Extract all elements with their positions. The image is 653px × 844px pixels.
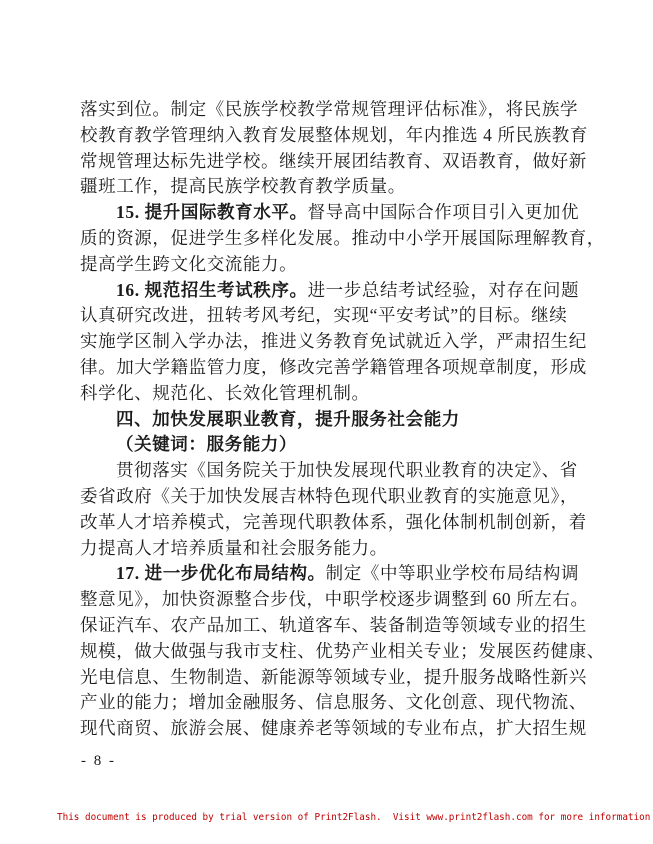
text-line [80, 226, 605, 252]
text-line [80, 587, 589, 613]
keyword-line [80, 432, 578, 458]
print2flash-trial-watermark: This document is produced by trial version of Print2Flash. Visit www.print2flash.com for more information [57, 812, 651, 823]
text-run: 制定《中等职业学校布局结构调 [325, 563, 580, 584]
text-line [80, 458, 578, 484]
text-line [80, 252, 578, 278]
text-run: 校教育教学管理纳入教育发展整体规划，年内推选 4 所民族教育 [80, 124, 588, 145]
text-run: 整意见》，加快资源整合步伐，中职学校逐步调整到 60 所左右。 [80, 589, 589, 610]
bold-run: 16. 规范招生考试秩序。 [116, 279, 308, 300]
text-run: 光电信息、生物制造、新能源等领域专业，提升服务战略性新兴 [80, 666, 587, 687]
text-line [80, 716, 587, 742]
text-line [80, 329, 587, 355]
text-line [80, 561, 578, 587]
bold-run: （关键词：服务能力） [116, 434, 297, 455]
text-run: 现代商贸、旅游会展、健康养老等领域的专业布点，扩大招生规 [80, 718, 587, 739]
text-run: 督导高中国际合作项目引入更加优 [307, 202, 580, 223]
text-run: 改革人才培养模式，完善现代职教体系，强化体制机制创新，着 [80, 511, 587, 532]
section-4-heading [80, 407, 578, 433]
text-line [80, 174, 578, 200]
document-body [80, 97, 605, 742]
text-line [80, 639, 605, 665]
text-line [80, 355, 587, 381]
bold-run: 17. 进一步优化布局结构。 [116, 563, 326, 584]
text-run: 质的资源，促进学生多样化发展。推动中小学开展国际理解教育， [80, 227, 605, 248]
text-run: 规模，做大做强与我市支柱、优势产业相关专业；发展医药健康、 [80, 640, 605, 661]
text-run: 实施学区制入学办法，推进义务教育免试就近入学，严肃招生纪 [80, 331, 587, 352]
text-line [80, 149, 587, 175]
text-run: 提高学生跨文化交流能力。 [80, 253, 298, 274]
item-15-paragraph [80, 200, 605, 277]
text-run: 律。加大学籍监管力度，修改完善学籍管理各项规章制度，形成 [80, 356, 587, 377]
text-run: 力提高人才培养质量和社会服务能力。 [80, 537, 388, 558]
text-line [80, 665, 587, 691]
text-run: 进一步总结考试经验，对存在问题 [307, 279, 580, 300]
item-17-paragraph [80, 561, 605, 742]
text-line [80, 407, 578, 433]
text-run: 落实到位。制定《民族学校教学常规管理评估标准》，将民族学 [80, 99, 579, 119]
page-number: - 8 - [81, 753, 116, 769]
text-run: 产业的能力；增加金融服务、信息服务、文化创意、现代物流、 [80, 692, 587, 713]
text-line [80, 432, 578, 458]
text-run: 贯彻落实《国务院关于加快发展现代职业教育的决定》、省 [116, 460, 578, 481]
text-run: 保证汽车、农产品加工、轨道客车、装备制造等领域专业的招生 [80, 614, 587, 635]
text-line [80, 123, 588, 149]
text-line [80, 200, 578, 226]
text-run: 疆班工作，提高民族学校教育教学质量。 [80, 176, 406, 197]
text-line [80, 613, 587, 639]
text-line [80, 303, 578, 329]
text-run: 常规管理达标先进学校。继续开展团结教育、双语教育，做好新 [80, 150, 587, 171]
text-line [80, 97, 578, 123]
text-line [80, 278, 578, 304]
text-line [80, 381, 578, 407]
text-run: 科学化、规范化、长效化管理机制。 [80, 382, 370, 403]
text-line [80, 510, 587, 536]
text-run: 认真研究改进，扭转考风考纪，实现“平安考试”的目标。继续 [80, 305, 568, 326]
text-line [80, 690, 587, 716]
text-line [80, 484, 578, 510]
continuation-paragraph [80, 97, 588, 200]
item-16-paragraph [80, 278, 587, 407]
text-run: 委省政府《关于加快发展吉林特色现代职业教育的实施意见》， [80, 485, 579, 506]
bold-run: 15. 提升国际教育水平。 [116, 202, 308, 223]
bold-run: 四、加快发展职业教育，提升服务社会能力 [116, 408, 460, 429]
intro-paragraph [80, 458, 587, 561]
text-line [80, 536, 578, 562]
